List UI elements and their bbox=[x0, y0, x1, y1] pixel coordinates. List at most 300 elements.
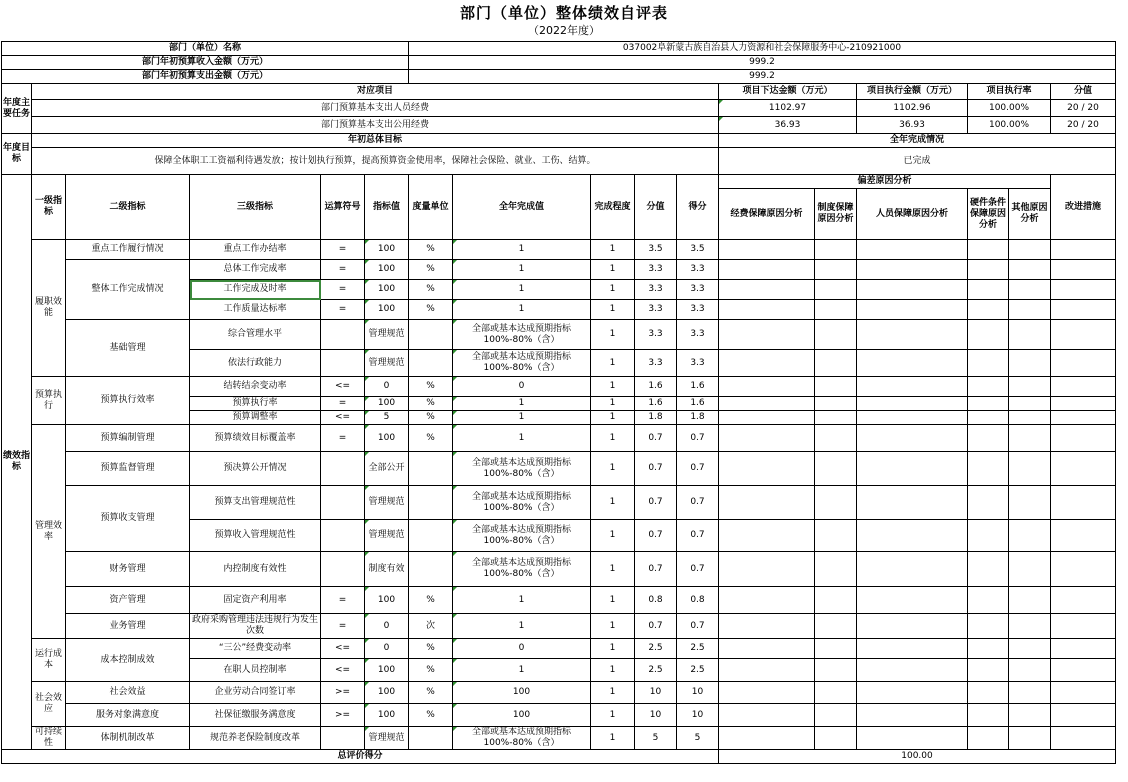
indicator-score[interactable]: 3.5 bbox=[677, 240, 719, 260]
indicator-op[interactable]: <= bbox=[321, 639, 365, 659]
deviation-cell-1[interactable] bbox=[719, 682, 815, 704]
improvement-cell[interactable] bbox=[1051, 300, 1116, 320]
deviation-cell-4[interactable] bbox=[968, 240, 1009, 260]
indicator-l1[interactable]: 可持续性 bbox=[32, 727, 66, 750]
deviation-cell-5[interactable] bbox=[1009, 452, 1051, 486]
indicator-score[interactable]: 0.7 bbox=[677, 486, 719, 520]
indicator-l3[interactable]: 预算绩效目标覆盖率 bbox=[190, 425, 321, 452]
indicator-actual[interactable]: 全部或基本达成预期指标100%-80%（含） bbox=[453, 520, 591, 552]
task-rate[interactable]: 100.00% bbox=[968, 117, 1051, 134]
improvement-cell[interactable] bbox=[1051, 486, 1116, 520]
improvement-cell[interactable] bbox=[1051, 727, 1116, 750]
indicator-degree[interactable]: 1 bbox=[591, 280, 635, 300]
indicator-weight[interactable]: 2.5 bbox=[635, 659, 677, 682]
total-value[interactable]: 100.00 bbox=[719, 750, 1116, 764]
deviation-cell-5[interactable] bbox=[1009, 486, 1051, 520]
improvement-cell[interactable] bbox=[1051, 452, 1116, 486]
deviation-cell-3[interactable] bbox=[857, 425, 968, 452]
deviation-cell-4[interactable] bbox=[968, 639, 1009, 659]
indicator-l3[interactable]: 预决算公开情况 bbox=[190, 452, 321, 486]
indicator-unit[interactable]: % bbox=[409, 411, 453, 425]
deviation-cell-3[interactable] bbox=[857, 397, 968, 411]
indicator-l3[interactable]: 预算支出管理规范性 bbox=[190, 486, 321, 520]
deviation-cell-2[interactable] bbox=[815, 552, 857, 587]
indicator-target[interactable]: 管理规范 bbox=[365, 320, 409, 350]
indicator-score[interactable]: 0.7 bbox=[677, 425, 719, 452]
deviation-cell-1[interactable] bbox=[719, 486, 815, 520]
indicator-unit[interactable]: % bbox=[409, 240, 453, 260]
indicator-target[interactable]: 5 bbox=[365, 411, 409, 425]
deviation-cell-4[interactable] bbox=[968, 614, 1009, 639]
deviation-cell-4[interactable] bbox=[968, 452, 1009, 486]
indicator-score[interactable]: 10 bbox=[677, 704, 719, 727]
indicator-unit[interactable]: % bbox=[409, 300, 453, 320]
indicator-actual[interactable]: 100 bbox=[453, 704, 591, 727]
indicator-actual[interactable]: 1 bbox=[453, 659, 591, 682]
indicator-l3[interactable]: 社保征缴服务满意度 bbox=[190, 704, 321, 727]
deviation-cell-5[interactable] bbox=[1009, 300, 1051, 320]
indicator-weight[interactable]: 3.3 bbox=[635, 260, 677, 280]
deviation-cell-3[interactable] bbox=[857, 280, 968, 300]
deviation-cell-3[interactable] bbox=[857, 411, 968, 425]
deviation-cell-4[interactable] bbox=[968, 704, 1009, 727]
indicator-unit[interactable]: % bbox=[409, 659, 453, 682]
deviation-cell-4[interactable] bbox=[968, 425, 1009, 452]
indicator-op[interactable]: = bbox=[321, 425, 365, 452]
indicator-op[interactable]: = bbox=[321, 240, 365, 260]
deviation-cell-1[interactable] bbox=[719, 587, 815, 614]
indicator-target[interactable]: 管理规范 bbox=[365, 486, 409, 520]
indicator-degree[interactable]: 1 bbox=[591, 377, 635, 397]
indicator-l3[interactable]: 规范养老保险制度改革 bbox=[190, 727, 321, 750]
indicator-degree[interactable]: 1 bbox=[591, 614, 635, 639]
indicator-target[interactable]: 100 bbox=[365, 682, 409, 704]
indicator-degree[interactable]: 1 bbox=[591, 727, 635, 750]
indicator-l3[interactable]: 预算执行率 bbox=[190, 397, 321, 411]
indicator-unit[interactable]: % bbox=[409, 639, 453, 659]
indicator-op[interactable]: = bbox=[321, 280, 365, 300]
indicator-degree[interactable]: 1 bbox=[591, 260, 635, 280]
improvement-cell[interactable] bbox=[1051, 520, 1116, 552]
deviation-cell-3[interactable] bbox=[857, 377, 968, 397]
indicator-score[interactable]: 2.5 bbox=[677, 639, 719, 659]
indicator-degree[interactable]: 1 bbox=[591, 486, 635, 520]
indicator-score[interactable]: 1.6 bbox=[677, 397, 719, 411]
goal-target-text[interactable]: 保障全体职工工资福利待遇发放；按计划执行预算，提高预算资金使用率，保障社会保险、就业、工伤、结算。 bbox=[32, 148, 719, 175]
deviation-cell-1[interactable] bbox=[719, 260, 815, 280]
deviation-cell-5[interactable] bbox=[1009, 659, 1051, 682]
indicator-op[interactable]: = bbox=[321, 260, 365, 280]
indicator-l2[interactable]: 成本控制成效 bbox=[66, 639, 190, 682]
deviation-cell-3[interactable] bbox=[857, 320, 968, 350]
indicator-weight[interactable]: 2.5 bbox=[635, 639, 677, 659]
indicator-unit[interactable] bbox=[409, 520, 453, 552]
indicator-degree[interactable]: 1 bbox=[591, 704, 635, 727]
task-issued[interactable]: 1102.97 bbox=[719, 100, 857, 117]
indicator-actual[interactable]: 全部或基本达成预期指标100%-80%（含） bbox=[453, 320, 591, 350]
indicator-weight[interactable]: 1.6 bbox=[635, 397, 677, 411]
indicator-score[interactable]: 0.7 bbox=[677, 552, 719, 587]
deviation-cell-3[interactable] bbox=[857, 260, 968, 280]
indicator-degree[interactable]: 1 bbox=[591, 520, 635, 552]
indicator-target[interactable]: 100 bbox=[365, 587, 409, 614]
deviation-cell-2[interactable] bbox=[815, 682, 857, 704]
task-rate[interactable]: 100.00% bbox=[968, 100, 1051, 117]
deviation-cell-2[interactable] bbox=[815, 452, 857, 486]
indicator-weight[interactable]: 1.6 bbox=[635, 377, 677, 397]
indicator-op[interactable] bbox=[321, 552, 365, 587]
indicator-weight[interactable]: 0.7 bbox=[635, 520, 677, 552]
indicator-weight[interactable]: 3.3 bbox=[635, 280, 677, 300]
deviation-cell-2[interactable] bbox=[815, 397, 857, 411]
deviation-cell-3[interactable] bbox=[857, 452, 968, 486]
indicator-score[interactable]: 0.7 bbox=[677, 520, 719, 552]
indicator-unit[interactable]: % bbox=[409, 425, 453, 452]
indicator-l2[interactable]: 重点工作履行情况 bbox=[66, 240, 190, 260]
deviation-cell-3[interactable] bbox=[857, 639, 968, 659]
deviation-cell-5[interactable] bbox=[1009, 350, 1051, 377]
deviation-cell-4[interactable] bbox=[968, 320, 1009, 350]
deviation-cell-3[interactable] bbox=[857, 704, 968, 727]
deviation-cell-3[interactable] bbox=[857, 552, 968, 587]
deviation-cell-2[interactable] bbox=[815, 260, 857, 280]
indicator-target[interactable]: 100 bbox=[365, 300, 409, 320]
indicator-op[interactable]: >= bbox=[321, 682, 365, 704]
indicator-l3[interactable]: 结转结余变动率 bbox=[190, 377, 321, 397]
indicator-unit[interactable]: % bbox=[409, 397, 453, 411]
indicator-l3[interactable]: 预算收入管理规范性 bbox=[190, 520, 321, 552]
indicator-target[interactable]: 100 bbox=[365, 704, 409, 727]
indicator-op[interactable]: <= bbox=[321, 377, 365, 397]
indicator-actual[interactable]: 0 bbox=[453, 639, 591, 659]
indicator-unit[interactable] bbox=[409, 350, 453, 377]
indicator-op[interactable] bbox=[321, 320, 365, 350]
task-issued[interactable]: 36.93 bbox=[719, 117, 857, 134]
indicator-l2[interactable]: 预算编制管理 bbox=[66, 425, 190, 452]
deviation-cell-1[interactable] bbox=[719, 350, 815, 377]
indicator-weight[interactable]: 3.3 bbox=[635, 320, 677, 350]
indicator-weight[interactable]: 0.7 bbox=[635, 614, 677, 639]
indicator-score[interactable]: 0.7 bbox=[677, 452, 719, 486]
deviation-cell-1[interactable] bbox=[719, 300, 815, 320]
deviation-cell-5[interactable] bbox=[1009, 280, 1051, 300]
task-executed[interactable]: 1102.96 bbox=[857, 100, 968, 117]
indicator-target[interactable]: 100 bbox=[365, 260, 409, 280]
deviation-cell-4[interactable] bbox=[968, 377, 1009, 397]
deviation-cell-5[interactable] bbox=[1009, 587, 1051, 614]
deviation-cell-2[interactable] bbox=[815, 320, 857, 350]
deviation-cell-1[interactable] bbox=[719, 425, 815, 452]
indicator-op[interactable] bbox=[321, 520, 365, 552]
indicator-weight[interactable]: 0.8 bbox=[635, 587, 677, 614]
deviation-cell-1[interactable] bbox=[719, 452, 815, 486]
indicator-l2[interactable]: 业务管理 bbox=[66, 614, 190, 639]
indicator-l1[interactable]: 履职效能 bbox=[32, 240, 66, 377]
indicator-l1[interactable]: 社会效应 bbox=[32, 682, 66, 727]
deviation-cell-1[interactable] bbox=[719, 320, 815, 350]
deviation-cell-5[interactable] bbox=[1009, 520, 1051, 552]
indicator-l2[interactable]: 体制机制改革 bbox=[66, 727, 190, 750]
indicator-score[interactable]: 2.5 bbox=[677, 659, 719, 682]
deviation-cell-3[interactable] bbox=[857, 614, 968, 639]
deviation-cell-5[interactable] bbox=[1009, 397, 1051, 411]
deviation-cell-2[interactable] bbox=[815, 280, 857, 300]
improvement-cell[interactable] bbox=[1051, 682, 1116, 704]
indicator-unit[interactable]: 次 bbox=[409, 614, 453, 639]
indicator-score[interactable]: 3.3 bbox=[677, 320, 719, 350]
indicator-target[interactable]: 管理规范 bbox=[365, 727, 409, 750]
indicator-score[interactable]: 0.7 bbox=[677, 614, 719, 639]
deviation-cell-5[interactable] bbox=[1009, 704, 1051, 727]
indicator-unit[interactable] bbox=[409, 452, 453, 486]
deviation-cell-5[interactable] bbox=[1009, 240, 1051, 260]
indicator-actual[interactable]: 全部或基本达成预期指标100%-80%（含） bbox=[453, 727, 591, 750]
deviation-cell-2[interactable] bbox=[815, 704, 857, 727]
indicator-target[interactable]: 100 bbox=[365, 659, 409, 682]
indicator-actual[interactable]: 0 bbox=[453, 377, 591, 397]
indicator-l2[interactable]: 预算收支管理 bbox=[66, 486, 190, 552]
indicator-degree[interactable]: 1 bbox=[591, 587, 635, 614]
deviation-cell-2[interactable] bbox=[815, 639, 857, 659]
indicator-op[interactable]: = bbox=[321, 614, 365, 639]
indicator-l3[interactable]: “三公”经费变动率 bbox=[190, 639, 321, 659]
deviation-cell-1[interactable] bbox=[719, 614, 815, 639]
indicator-score[interactable]: 10 bbox=[677, 682, 719, 704]
deviation-cell-4[interactable] bbox=[968, 520, 1009, 552]
deviation-cell-3[interactable] bbox=[857, 587, 968, 614]
task-project[interactable]: 部门预算基本支出人员经费 bbox=[32, 100, 719, 117]
improvement-cell[interactable] bbox=[1051, 587, 1116, 614]
indicator-target[interactable]: 100 bbox=[365, 397, 409, 411]
deviation-cell-5[interactable] bbox=[1009, 727, 1051, 750]
indicator-target[interactable]: 100 bbox=[365, 240, 409, 260]
deviation-cell-4[interactable] bbox=[968, 411, 1009, 425]
indicator-degree[interactable]: 1 bbox=[591, 659, 635, 682]
indicator-l1[interactable]: 管理效率 bbox=[32, 425, 66, 639]
indicator-actual[interactable]: 1 bbox=[453, 280, 591, 300]
deviation-cell-4[interactable] bbox=[968, 587, 1009, 614]
indicator-op[interactable]: >= bbox=[321, 704, 365, 727]
indicator-op[interactable] bbox=[321, 486, 365, 520]
task-weight[interactable]: 20 / 20 bbox=[1051, 117, 1116, 134]
deviation-cell-2[interactable] bbox=[815, 659, 857, 682]
deviation-cell-5[interactable] bbox=[1009, 614, 1051, 639]
indicator-l3[interactable]: 工作完成及时率 bbox=[190, 280, 321, 300]
indicator-unit[interactable]: % bbox=[409, 260, 453, 280]
deviation-cell-3[interactable] bbox=[857, 659, 968, 682]
indicator-l3[interactable]: 企业劳动合同签订率 bbox=[190, 682, 321, 704]
improvement-cell[interactable] bbox=[1051, 260, 1116, 280]
indicator-score[interactable]: 3.3 bbox=[677, 350, 719, 377]
deviation-cell-2[interactable] bbox=[815, 727, 857, 750]
indicator-score[interactable]: 3.3 bbox=[677, 260, 719, 280]
deviation-cell-3[interactable] bbox=[857, 300, 968, 320]
deviation-cell-1[interactable] bbox=[719, 639, 815, 659]
improvement-cell[interactable] bbox=[1051, 397, 1116, 411]
indicator-actual[interactable]: 100 bbox=[453, 682, 591, 704]
indicator-l3[interactable]: 综合管理水平 bbox=[190, 320, 321, 350]
indicator-weight[interactable]: 10 bbox=[635, 704, 677, 727]
indicator-weight[interactable]: 1.8 bbox=[635, 411, 677, 425]
deviation-cell-1[interactable] bbox=[719, 727, 815, 750]
indicator-score[interactable]: 0.8 bbox=[677, 587, 719, 614]
improvement-cell[interactable] bbox=[1051, 614, 1116, 639]
indicator-l2[interactable]: 社会效益 bbox=[66, 682, 190, 704]
indicator-target[interactable]: 全部公开 bbox=[365, 452, 409, 486]
indicator-degree[interactable]: 1 bbox=[591, 425, 635, 452]
indicator-target[interactable]: 制度有效 bbox=[365, 552, 409, 587]
indicator-weight[interactable]: 3.5 bbox=[635, 240, 677, 260]
indicator-l2[interactable]: 预算执行效率 bbox=[66, 377, 190, 425]
indicator-score[interactable]: 5 bbox=[677, 727, 719, 750]
deviation-cell-2[interactable] bbox=[815, 411, 857, 425]
deviation-cell-3[interactable] bbox=[857, 520, 968, 552]
indicator-l3[interactable]: 重点工作办结率 bbox=[190, 240, 321, 260]
deviation-cell-3[interactable] bbox=[857, 486, 968, 520]
task-project[interactable]: 部门预算基本支出公用经费 bbox=[32, 117, 719, 134]
indicator-actual[interactable]: 1 bbox=[453, 397, 591, 411]
indicator-degree[interactable]: 1 bbox=[591, 397, 635, 411]
deviation-cell-3[interactable] bbox=[857, 682, 968, 704]
indicator-op[interactable]: = bbox=[321, 587, 365, 614]
improvement-cell[interactable] bbox=[1051, 350, 1116, 377]
improvement-cell[interactable] bbox=[1051, 639, 1116, 659]
deviation-cell-2[interactable] bbox=[815, 377, 857, 397]
deviation-cell-5[interactable] bbox=[1009, 260, 1051, 280]
deviation-cell-1[interactable] bbox=[719, 520, 815, 552]
deviation-cell-2[interactable] bbox=[815, 350, 857, 377]
indicator-weight[interactable]: 3.3 bbox=[635, 300, 677, 320]
deviation-cell-1[interactable] bbox=[719, 704, 815, 727]
indicator-l2[interactable]: 基础管理 bbox=[66, 320, 190, 377]
deviation-cell-3[interactable] bbox=[857, 727, 968, 750]
indicator-op[interactable]: <= bbox=[321, 411, 365, 425]
indicator-actual[interactable]: 全部或基本达成预期指标100%-80%（含） bbox=[453, 452, 591, 486]
indicator-target[interactable]: 0 bbox=[365, 639, 409, 659]
indicator-op[interactable]: = bbox=[321, 397, 365, 411]
indicator-score[interactable]: 3.3 bbox=[677, 300, 719, 320]
indicator-weight[interactable]: 5 bbox=[635, 727, 677, 750]
improvement-cell[interactable] bbox=[1051, 377, 1116, 397]
deviation-cell-5[interactable] bbox=[1009, 425, 1051, 452]
deviation-cell-4[interactable] bbox=[968, 350, 1009, 377]
indicator-weight[interactable]: 0.7 bbox=[635, 452, 677, 486]
indicator-l2[interactable]: 预算监督管理 bbox=[66, 452, 190, 486]
indicator-weight[interactable]: 10 bbox=[635, 682, 677, 704]
indicator-actual[interactable]: 1 bbox=[453, 240, 591, 260]
indicator-degree[interactable]: 1 bbox=[591, 320, 635, 350]
indicator-l3[interactable]: 内控制度有效性 bbox=[190, 552, 321, 587]
indicator-op[interactable]: = bbox=[321, 300, 365, 320]
indicator-l2[interactable]: 财务管理 bbox=[66, 552, 190, 587]
indicator-l3[interactable]: 总体工作完成率 bbox=[190, 260, 321, 280]
deviation-cell-2[interactable] bbox=[815, 300, 857, 320]
indicator-actual[interactable]: 1 bbox=[453, 425, 591, 452]
indicator-unit[interactable]: % bbox=[409, 682, 453, 704]
indicator-l3[interactable]: 在职人员控制率 bbox=[190, 659, 321, 682]
indicator-weight[interactable]: 0.7 bbox=[635, 486, 677, 520]
deviation-cell-5[interactable] bbox=[1009, 411, 1051, 425]
indicator-l3[interactable]: 工作质量达标率 bbox=[190, 300, 321, 320]
indicator-actual[interactable]: 1 bbox=[453, 300, 591, 320]
deviation-cell-1[interactable] bbox=[719, 659, 815, 682]
indicator-unit[interactable]: % bbox=[409, 377, 453, 397]
improvement-cell[interactable] bbox=[1051, 552, 1116, 587]
indicator-l3[interactable]: 政府采购管理违法违规行为发生次数 bbox=[190, 614, 321, 639]
indicator-target[interactable]: 0 bbox=[365, 614, 409, 639]
indicator-actual[interactable]: 全部或基本达成预期指标100%-80%（含） bbox=[453, 486, 591, 520]
deviation-cell-1[interactable] bbox=[719, 240, 815, 260]
indicator-target[interactable]: 0 bbox=[365, 377, 409, 397]
deviation-cell-1[interactable] bbox=[719, 280, 815, 300]
indicator-op[interactable] bbox=[321, 350, 365, 377]
deviation-cell-4[interactable] bbox=[968, 280, 1009, 300]
indicator-unit[interactable] bbox=[409, 552, 453, 587]
deviation-cell-1[interactable] bbox=[719, 397, 815, 411]
indicator-degree[interactable]: 1 bbox=[591, 552, 635, 587]
deviation-cell-4[interactable] bbox=[968, 397, 1009, 411]
indicator-unit[interactable] bbox=[409, 320, 453, 350]
improvement-cell[interactable] bbox=[1051, 280, 1116, 300]
indicator-score[interactable]: 1.8 bbox=[677, 411, 719, 425]
deviation-cell-5[interactable] bbox=[1009, 682, 1051, 704]
deviation-cell-2[interactable] bbox=[815, 520, 857, 552]
indicator-degree[interactable]: 1 bbox=[591, 411, 635, 425]
improvement-cell[interactable] bbox=[1051, 240, 1116, 260]
deviation-cell-2[interactable] bbox=[815, 486, 857, 520]
indicator-target[interactable]: 100 bbox=[365, 280, 409, 300]
deviation-cell-2[interactable] bbox=[815, 614, 857, 639]
deviation-cell-1[interactable] bbox=[719, 552, 815, 587]
indicator-actual[interactable]: 全部或基本达成预期指标100%-80%（含） bbox=[453, 552, 591, 587]
indicator-score[interactable]: 3.3 bbox=[677, 280, 719, 300]
indicator-l2[interactable]: 资产管理 bbox=[66, 587, 190, 614]
indicator-target[interactable]: 管理规范 bbox=[365, 520, 409, 552]
deviation-cell-2[interactable] bbox=[815, 425, 857, 452]
indicator-actual[interactable]: 1 bbox=[453, 260, 591, 280]
deviation-cell-5[interactable] bbox=[1009, 320, 1051, 350]
deviation-cell-1[interactable] bbox=[719, 377, 815, 397]
indicator-unit[interactable] bbox=[409, 486, 453, 520]
indicator-op[interactable]: <= bbox=[321, 659, 365, 682]
deviation-cell-5[interactable] bbox=[1009, 552, 1051, 587]
improvement-cell[interactable] bbox=[1051, 704, 1116, 727]
indicator-target[interactable]: 100 bbox=[365, 425, 409, 452]
improvement-cell[interactable] bbox=[1051, 659, 1116, 682]
indicator-weight[interactable]: 0.7 bbox=[635, 552, 677, 587]
indicator-l3[interactable]: 预算调整率 bbox=[190, 411, 321, 425]
indicator-l1[interactable]: 预算执行 bbox=[32, 377, 66, 425]
deviation-cell-4[interactable] bbox=[968, 727, 1009, 750]
indicator-l2[interactable]: 整体工作完成情况 bbox=[66, 260, 190, 320]
indicator-l1[interactable]: 运行成本 bbox=[32, 639, 66, 682]
indicator-unit[interactable]: % bbox=[409, 587, 453, 614]
indicator-degree[interactable]: 1 bbox=[591, 240, 635, 260]
task-weight[interactable]: 20 / 20 bbox=[1051, 100, 1116, 117]
indicator-weight[interactable]: 0.7 bbox=[635, 425, 677, 452]
deviation-cell-3[interactable] bbox=[857, 240, 968, 260]
indicator-actual[interactable]: 全部或基本达成预期指标100%-80%（含） bbox=[453, 350, 591, 377]
deviation-cell-4[interactable] bbox=[968, 260, 1009, 280]
deviation-cell-4[interactable] bbox=[968, 300, 1009, 320]
indicator-l2[interactable]: 服务对象满意度 bbox=[66, 704, 190, 727]
indicator-actual[interactable]: 1 bbox=[453, 587, 591, 614]
deviation-cell-4[interactable] bbox=[968, 486, 1009, 520]
improvement-cell[interactable] bbox=[1051, 320, 1116, 350]
indicator-unit[interactable] bbox=[409, 727, 453, 750]
indicator-degree[interactable]: 1 bbox=[591, 639, 635, 659]
indicator-degree[interactable]: 1 bbox=[591, 452, 635, 486]
